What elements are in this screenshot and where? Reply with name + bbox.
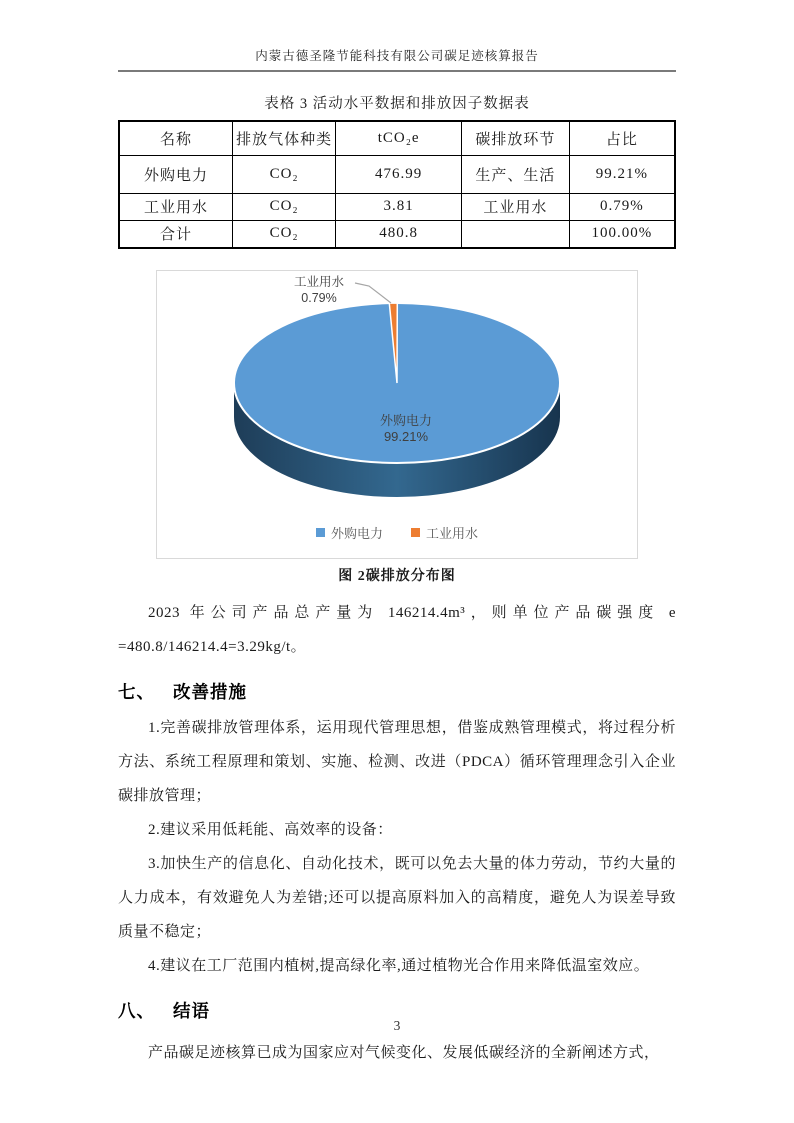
table-cell: 476.99 <box>336 155 462 193</box>
section-8-title: 结语 <box>173 1001 210 1021</box>
table-row <box>119 155 675 193</box>
table-header-row <box>119 121 675 155</box>
table-header-cell: 排放气体种类 <box>232 121 335 155</box>
table-header-cell: 碳排放环节 <box>461 121 569 155</box>
section-7-items <box>118 711 676 983</box>
legend-swatch-electricity <box>316 528 325 537</box>
section-7-title: 改善措施 <box>173 682 247 702</box>
table-caption: 表格 3 活动水平数据和排放因子数据表 <box>264 96 530 112</box>
section-7-heading <box>118 679 676 704</box>
table-cell: 480.8 <box>336 220 462 248</box>
table-header-cell: 名称 <box>119 121 232 155</box>
table-row <box>119 193 675 220</box>
table-cell: 3.81 <box>336 193 462 220</box>
table-cell: CO₂ <box>232 220 335 248</box>
table-cell <box>461 220 569 248</box>
table-cell: 外购电力 <box>119 155 232 193</box>
improvement-item: 1.完善碳排放管理体系，运用现代管理思想，借鉴成熟管理模式，将过程分析方法、系统工程原理和策划、实施、检测、改进（PDCA）循环管理理念引入企业碳排放管理； <box>118 720 676 804</box>
legend-swatch-water <box>411 528 420 537</box>
pie-slice-label-electricity <box>350 413 462 445</box>
figure-caption: 图 2碳排放分布图 <box>338 569 456 584</box>
legend-label-electricity: 外购电力 <box>330 526 383 541</box>
pie-slice-label-water-pct: 0.79% <box>301 291 337 305</box>
legend-label-water: 工业用水 <box>426 526 479 541</box>
table-cell: CO₂ <box>232 155 335 193</box>
improvement-item: 2.建议采用低耗能、高效率的设备： <box>148 822 393 838</box>
section-7-number: 七、 <box>118 682 155 702</box>
table-cell: 工业用水 <box>119 193 232 220</box>
legend-item-water <box>411 523 478 542</box>
improvement-item: 4.建议在工厂范围内植树,提高绿化率,通过植物光合作用来降低温室效应。 <box>148 958 650 974</box>
pie-slice-label-electricity-pct: 99.21% <box>383 429 429 444</box>
table-cell: CO₂ <box>232 193 335 220</box>
table-cell: 合计 <box>119 220 232 248</box>
emission-data-table <box>118 120 676 249</box>
table-header-cell: 占比 <box>569 121 675 155</box>
page-header-title: 内蒙古德圣隆节能科技有限公司碳足迹核算报告 <box>118 0 676 72</box>
table-cell: 99.21% <box>569 155 675 193</box>
pie-slice-label-water-name: 工业用水 <box>293 275 344 289</box>
table-cell: 0.79% <box>569 193 675 220</box>
legend-item-electricity <box>316 523 383 542</box>
table-header-cell: tCO₂e <box>336 121 462 155</box>
intensity-paragraph: 2023 年公司产品总产量为 146214.4m³，则单位产品碳强度 e =480.8/146214.4=3.29kg/t。 <box>118 605 676 655</box>
table-cell: 生产、生活 <box>461 155 569 193</box>
pie-slice-label-electricity-name: 外购电力 <box>379 413 432 428</box>
page-number: 3 <box>393 1018 401 1033</box>
conclusion-paragraph: 产品碳足迹核算已成为国家应对气候变化、发展低碳经济的全新阐述方式， <box>148 1045 660 1061</box>
table-row <box>119 220 675 248</box>
section-8-number: 八、 <box>118 1001 155 1021</box>
pie-slice-label-water <box>273 274 365 306</box>
chart-legend <box>157 523 637 542</box>
improvement-item: 3.加快生产的信息化、自动化技术，既可以免去大量的体力劳动，节约大量的人力成本，有效避免人为差错;还可以提高原料加入的高精度，避免人为误差导致质量不稳定； <box>118 856 676 940</box>
table-cell: 工业用水 <box>461 193 569 220</box>
pie-chart-figure <box>156 270 638 559</box>
table-cell: 100.00% <box>569 220 675 248</box>
